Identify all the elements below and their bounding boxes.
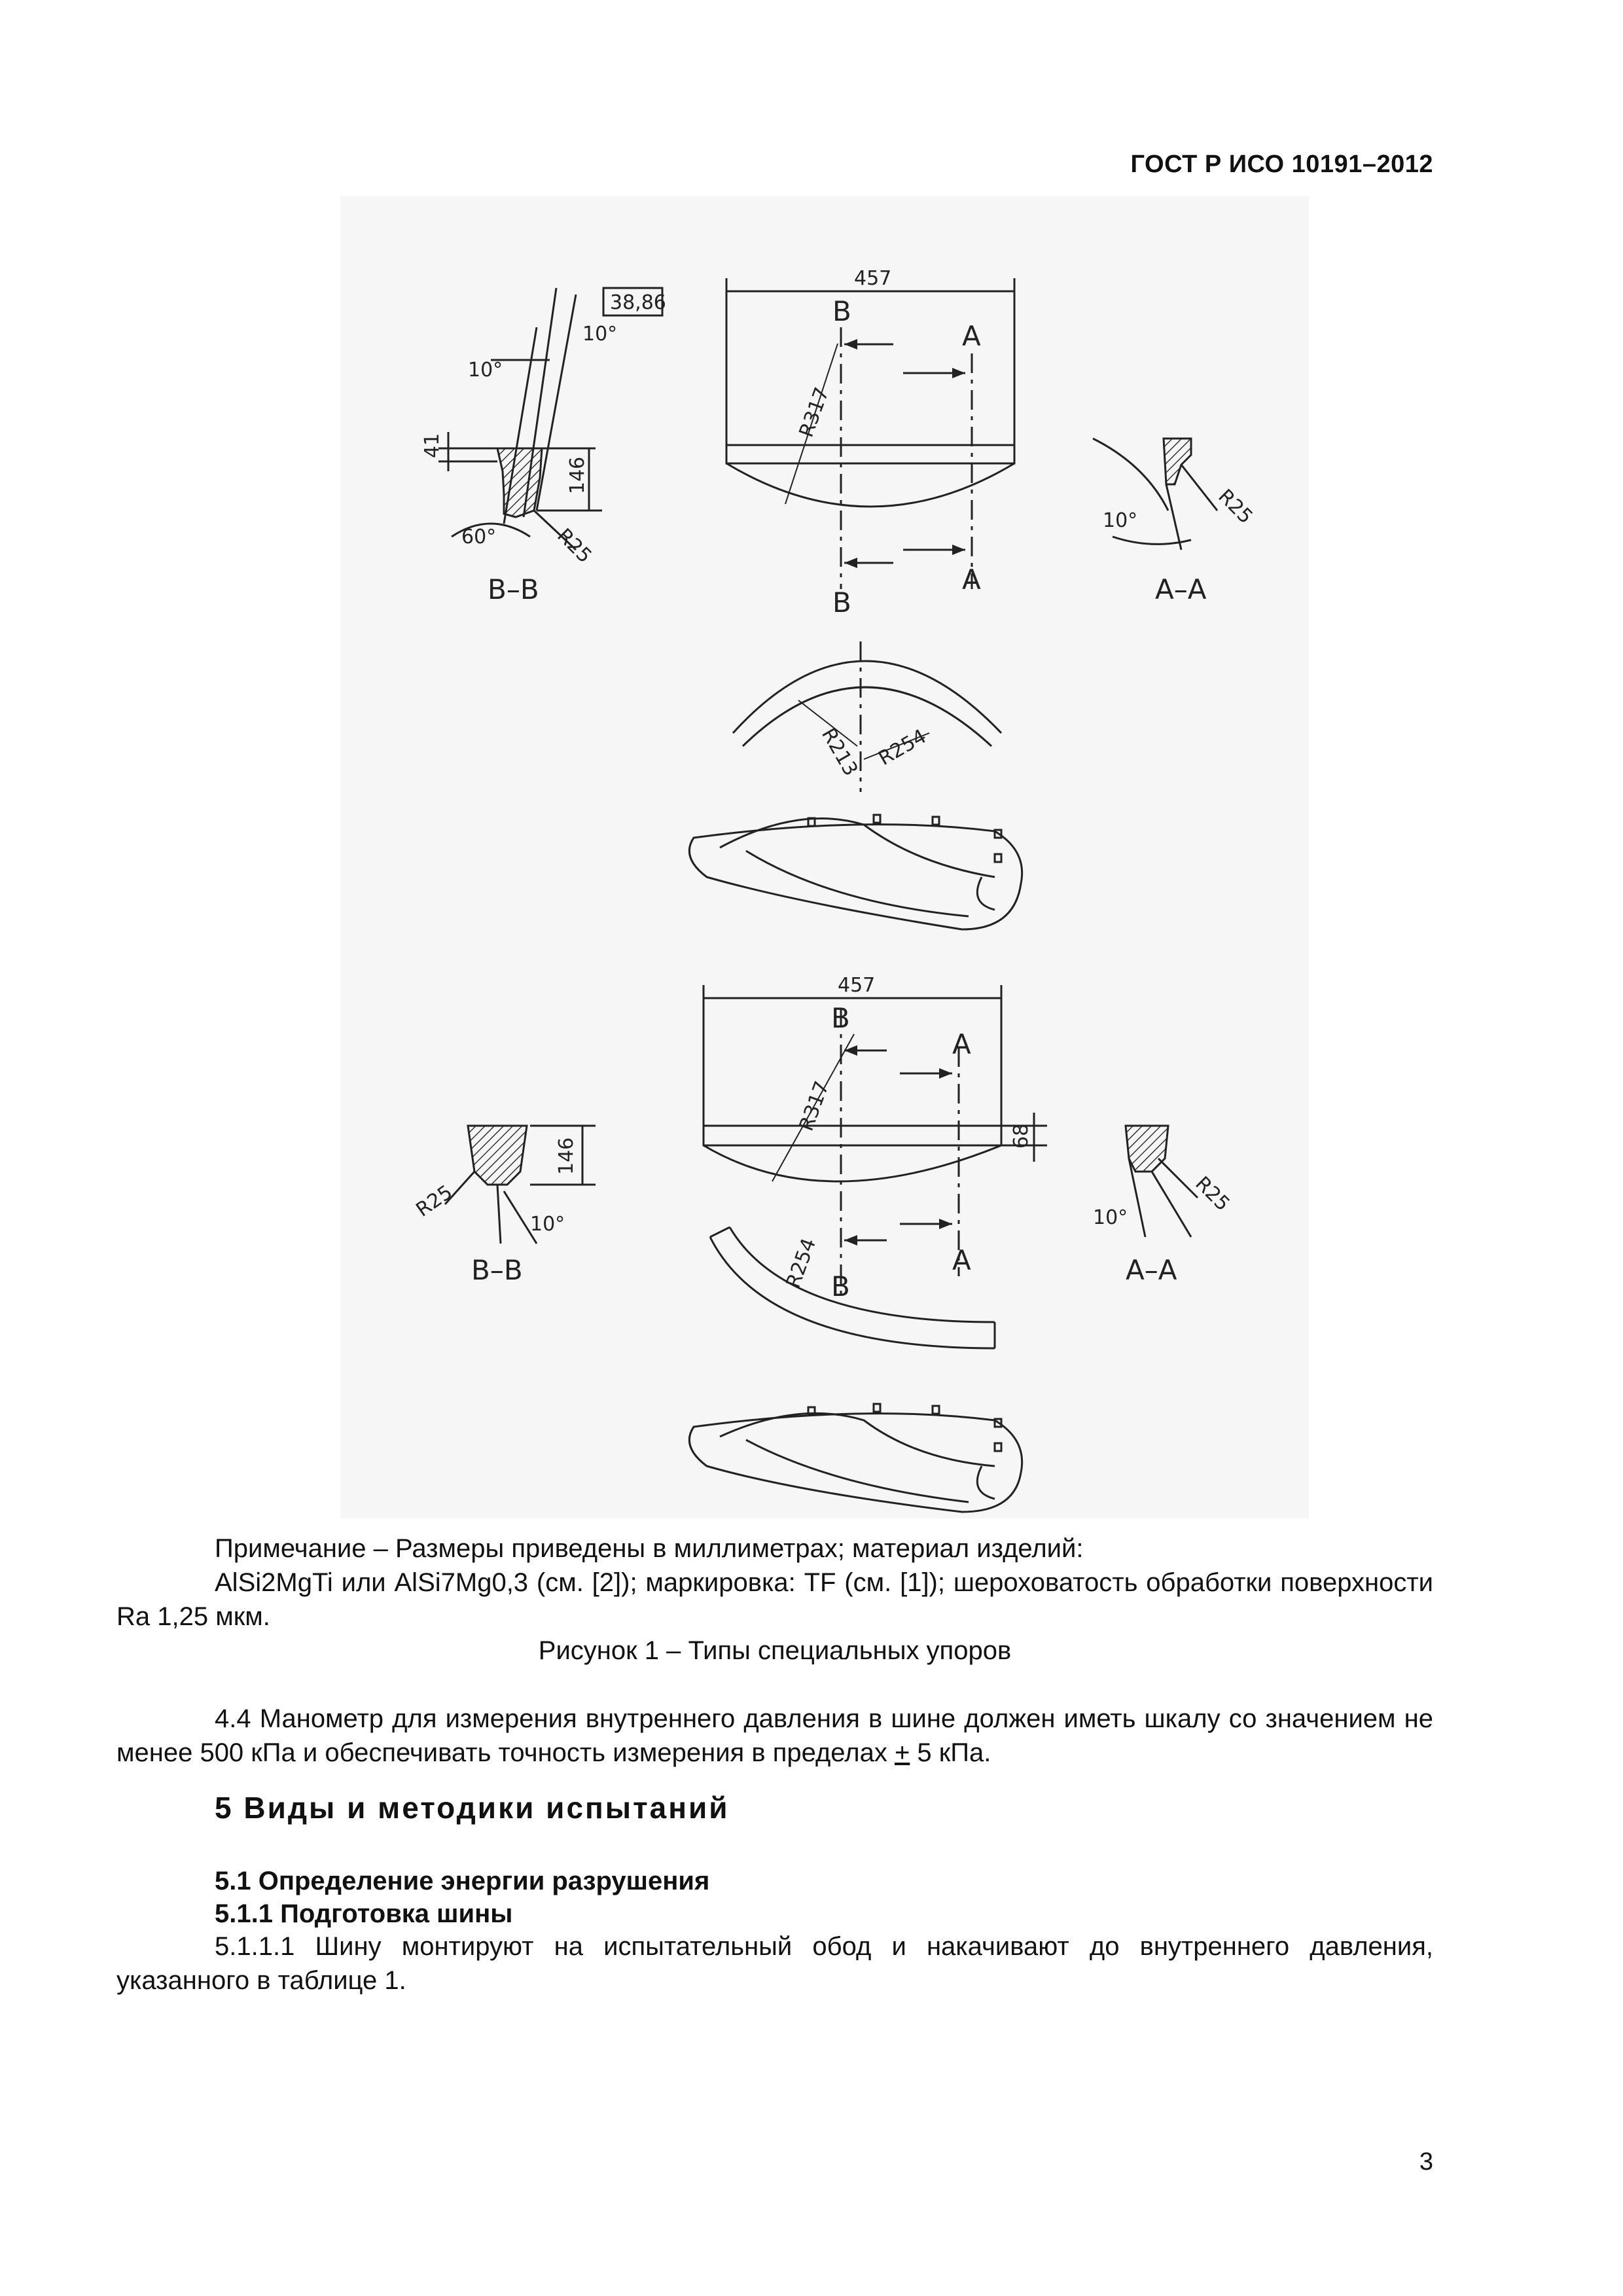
- paragraph-4-4: [116, 1702, 1433, 1770]
- label-r254: R254: [781, 1235, 821, 1291]
- technical-drawing: [340, 196, 1309, 1518]
- label-b: B: [831, 1270, 850, 1302]
- label-angle-10: 10°: [1093, 1206, 1128, 1229]
- label-r254: R254: [874, 725, 931, 770]
- label-angle-60: 60°: [461, 526, 497, 548]
- paragraph-4-4-tail: 5 кПа.: [910, 1738, 991, 1767]
- figure-caption: Рисунок 1 – Типы специальных упоров: [538, 1636, 1012, 1665]
- label-angle-10: 10°: [468, 359, 503, 382]
- arc-top: [733, 641, 1001, 792]
- section-5-heading: 5 Виды и методики испытаний: [215, 1791, 730, 1825]
- section-aa-top: [1093, 439, 1217, 550]
- label-width-457: 457: [854, 267, 892, 290]
- plus-minus-sign: +: [894, 1738, 910, 1767]
- label-section-aa: A–A: [1155, 573, 1207, 605]
- note-line-1: Примечание – Размеры приведены в миллиметрах; материал изделий:: [215, 1534, 1084, 1563]
- label-dim-146: 146: [566, 456, 589, 494]
- label-dim-41: 41: [421, 433, 444, 458]
- figure-1-drawing: [340, 196, 1309, 1518]
- label-r317: R317: [794, 1078, 834, 1134]
- section-5-1-heading: 5.1 Определение энергии разрушения: [215, 1867, 710, 1895]
- label-angle-10: 10°: [582, 323, 618, 346]
- view-bottom-front: [704, 985, 1047, 1296]
- label-a: A: [962, 564, 981, 596]
- section-aa-bottom: [1126, 1126, 1198, 1237]
- label-a: A: [952, 1244, 971, 1276]
- label-r213: R213: [817, 724, 863, 780]
- label-angle-10: 10°: [530, 1213, 565, 1236]
- label-section-bb: B–B: [488, 573, 539, 605]
- label-section-bb: B–B: [471, 1254, 523, 1286]
- label-r25: R25: [412, 1181, 457, 1222]
- label-dim-146: 146: [555, 1137, 578, 1175]
- label-r25: R25: [552, 524, 596, 568]
- paragraph-5-1-1-1: 5.1.1.1 Шину монтируют на испытательный обод и накачивают до внутреннего давления, указанного в таблице 1.: [116, 1932, 1433, 1995]
- label-r317: R317: [794, 384, 834, 440]
- label-b: B: [831, 1002, 850, 1034]
- shoe-top: [689, 815, 1022, 929]
- label-section-aa: A–A: [1126, 1254, 1177, 1286]
- label-dim-68: 68: [1010, 1123, 1033, 1149]
- label-b: B: [832, 295, 851, 327]
- label-box-dim: 38,86: [610, 291, 666, 314]
- label-width-457: 457: [838, 974, 876, 997]
- note-line-2: AlSi2MgTi или AlSi7Mg0,3 (см. [2]); маркировка: TF (см. [1]); шероховатость обработки поверхности Ra 1,25 мкм.: [116, 1568, 1433, 1631]
- label-a: A: [952, 1028, 971, 1060]
- label-angle-10: 10°: [1103, 509, 1138, 532]
- paragraph-4-4-text: 4.4 Манометр для измерения внутреннего давления в шине должен иметь шкалу со значением не менее 500 кПа и обеспечивать точность измерения в пределах: [116, 1704, 1433, 1767]
- section-5-1-1-heading: 5.1.1 Подготовка шины: [215, 1899, 513, 1928]
- label-b: B: [832, 586, 851, 619]
- label-r25: R25: [1190, 1172, 1234, 1216]
- section-bb-top: [438, 288, 662, 550]
- document-header: ГОСТ Р ИСО 10191–2012: [1130, 151, 1433, 178]
- label-a: A: [962, 320, 981, 352]
- page-number: 3: [1419, 2148, 1433, 2176]
- shoe-bottom: [689, 1404, 1022, 1512]
- label-r25: R25: [1213, 484, 1257, 529]
